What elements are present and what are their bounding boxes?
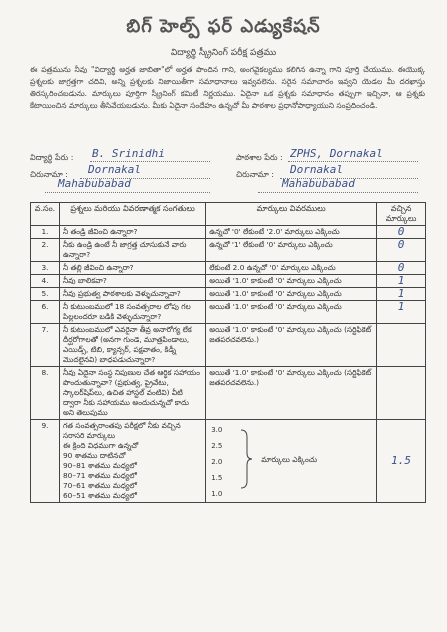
screening-questions-table	[30, 202, 426, 503]
col-header-question: ప్రశ్నలు మరియు వివరణాత్మక సంగతులు	[59, 203, 205, 226]
row-marks-obtained: 0	[377, 226, 426, 239]
school-name-line	[288, 161, 418, 162]
scale-label: మార్కులు ఎక్కించు	[261, 455, 318, 464]
instructions-paragraph: ఈ పత్రమును నీవు "విద్యార్థి అర్హత జాబితా"లో అర్హత పొందిన గాని, అంగవైకల్యము కలిగిన ఉన్నా గాని పూర్తి చేయుము. ఈయొక్క ప్రశ్నలకు జాగ్రత్తగా చదివి, అన్ని ప్రశ్నలకు నిజాయితీగా సమాధానాలు ఇవ్వవలెను. సరైన సమాచారం ఇవ్వని యెడల మీ దరఖాస్తు తిరస్కరించబడును. మార్కులు పూర్తిగా స్క్రీనింగ్ కమిటీ నిర్ణయము. ఏదైనా ఒక ప్రశ్నకు సమాధానం తప్పుగా ఇచ్చినా, ఆ ప్రశ్నకు కేటాయించిన మార్కులు తీసివేయబడును. మీకు ఏదైనా సందేహం ఉన్నచో మీ పాఠశాల ప్రధానోపాధ్యాయుని సంప్రదించండి.	[30, 65, 425, 110]
student-address-line1: Dornakal	[88, 163, 141, 176]
grade-line: 90–81 శాతము మధ్యలో	[62, 461, 137, 470]
table-row	[31, 367, 426, 420]
row-number: 7.	[31, 324, 60, 367]
row-question: నీ కుటుంబములో 18 సంవత్సరాల లోపు గల పిల్లలందరూ బడికి వెళ్ళుచున్నారా?	[59, 301, 205, 324]
student-name-label: విద్యార్థి పేరు :	[30, 153, 74, 162]
table-row	[31, 301, 426, 324]
row-marks-obtained: 1	[377, 288, 426, 301]
row-marks-rule: ఉన్నచో '1' లేకుంటే '0' మార్కులు ఎక్కించు	[206, 239, 377, 262]
row-question: నీ కుటుంబములో ఎవరైనా తీవ్ర అనారోగ్య లేక దీర్ఘరోగాలతో (అనగా గుండె, మూత్రపిండాలు, ఎయిడ్స్, టిబి, క్యాన్సర్, పక్షవాతం, కిడ్నీ మొదలైనవి) బాధపడుచున్నారా?	[59, 324, 205, 367]
table-row	[31, 324, 426, 367]
row-marks-rule: ఉన్నచో '0' లేకుంటే '2.0' మార్కులు ఎక్కించు	[206, 226, 377, 239]
row-marks-scale	[206, 420, 377, 503]
school-name-label: పాఠశాల పేరు :	[236, 153, 283, 162]
school-address-label: చిరునామా :	[236, 170, 274, 179]
row-number: 5.	[31, 288, 60, 301]
grade-line: 90 శాతము దాటినచో	[62, 451, 126, 460]
school-name-value: ZPHS, Dornakal	[290, 147, 383, 160]
row-number: 9.	[31, 420, 60, 503]
scale-value: 1.5	[211, 474, 223, 482]
school-address-line2: Mahabubabad	[282, 177, 355, 190]
row-number: 2.	[31, 239, 60, 262]
form-title: బిగ్ హెల్ప్ ఫర్ ఎడ్యుకేషన్	[126, 16, 321, 37]
marks-scale	[209, 421, 373, 501]
col-header-marks-obtained: వచ్చిన మార్కులు	[377, 203, 426, 226]
brace-icon	[239, 429, 253, 489]
row-number: 8.	[31, 367, 60, 420]
school-address-line1: Dornakal	[290, 163, 343, 176]
row-marks-obtained: 0	[377, 239, 426, 262]
row-question: నీకు ఉండ్రి ఉంటే నీ జాగ్రత్త చూసుకునే వారు ఉన్నారా?	[59, 239, 205, 262]
row-marks-rule: అయితే '1.0' కాకుంటే '0' మార్కులు ఎక్కించు (సర్టిఫికెట్ జతపరచవలెను.)	[206, 367, 377, 420]
student-name-line	[90, 161, 210, 162]
grade-line: ఈ క్రింది విధముగా ఉన్నచో	[62, 441, 139, 450]
row-marks-rule: అయితే '1.0' కాకుంటే '0' మార్కులు ఎక్కించు	[206, 301, 377, 324]
row-marks-obtained: 1.5	[377, 420, 426, 503]
row-question: గత సంవత్సరాంతపు పరీక్షలో నీకు వచ్చిన సరాసరి మార్కులు	[62, 421, 181, 440]
table-row	[31, 288, 426, 301]
table-header-row	[31, 203, 426, 226]
row-question: నీవు ఏదైనా సంస్థ నిపుణుల చేత ఆర్థిక సహాయం పొందుతున్నావా? (ప్రభుత్వ, ప్రైవేటు, స్కాలర్‌షిప్‌లు, ఉచిత హాస్టల్ వంటివి) వీటి ద్వారా నీకు సహాయము అందుచున్నచో కాదు అని తెలుపుము	[59, 367, 205, 420]
row-question-grades	[59, 420, 205, 503]
scale-value: 3.0	[211, 426, 223, 434]
row-marks-rule: అయితే '1.0' కాకుంటే '0' మార్కులు ఎక్కించు	[206, 275, 377, 288]
row-question: నీవు బాలికవా?	[59, 275, 205, 288]
school-address-underline-1	[280, 178, 418, 179]
student-address-underline-2	[45, 192, 210, 193]
table-row	[31, 239, 426, 262]
row-marks-obtained	[377, 367, 426, 420]
grade-line: 60–51 శాతము మధ్యలో	[62, 491, 137, 500]
student-address-line2: Mahabubabad	[58, 177, 131, 190]
table-row	[31, 226, 426, 239]
row-marks-rule: అయితే '1.0' కాకుంటే '0' మార్కులు ఎక్కించు (సర్టిఫికెట్ జతపరచవలెను.)	[206, 324, 377, 367]
row-marks-rule: లేకుంటే 2.0 ఉన్నచో '0' మార్కులు ఎక్కించు	[206, 262, 377, 275]
scale-value: 2.5	[211, 442, 223, 450]
table-row	[31, 420, 426, 503]
row-question: నీ తండ్రి జీవించి ఉన్నారా?	[59, 226, 205, 239]
row-marks-obtained: 0	[377, 262, 426, 275]
table-row	[31, 262, 426, 275]
grade-line: 80–71 శాతము మధ్యలో	[62, 471, 137, 480]
row-number: 1.	[31, 226, 60, 239]
scale-value: 1.0	[211, 490, 223, 498]
row-number: 3.	[31, 262, 60, 275]
grade-line: 70–61 శాతము మధ్యలో	[62, 481, 137, 490]
student-address-label: చిరునామా :	[30, 170, 68, 179]
row-number: 6.	[31, 301, 60, 324]
table-row	[31, 275, 426, 288]
row-marks-obtained: 1	[377, 275, 426, 288]
school-address-underline-2	[258, 192, 418, 193]
col-header-number: వ.సం.	[31, 203, 60, 226]
col-header-marks-detail: మార్కులు వివరములు	[206, 203, 377, 226]
form-subtitle: విద్యార్థి స్క్రీనింగ్ పరీక్ష పత్రము	[170, 48, 277, 58]
row-marks-rule: అయితే '1.0' కాకుంటే '0' మార్కులు ఎక్కించు	[206, 288, 377, 301]
row-question: నీవు ప్రభుత్వ పాఠశాలకు వెళ్ళుచున్నావా?	[59, 288, 205, 301]
row-number: 4.	[31, 275, 60, 288]
student-address-underline-1	[80, 178, 210, 179]
student-name-value: B. Srinidhi	[92, 147, 165, 160]
row-question: నీ తల్లి జీవించి ఉన్నారా?	[59, 262, 205, 275]
scale-value: 2.0	[211, 458, 223, 466]
row-marks-obtained	[377, 324, 426, 367]
row-marks-obtained: 1	[377, 301, 426, 324]
